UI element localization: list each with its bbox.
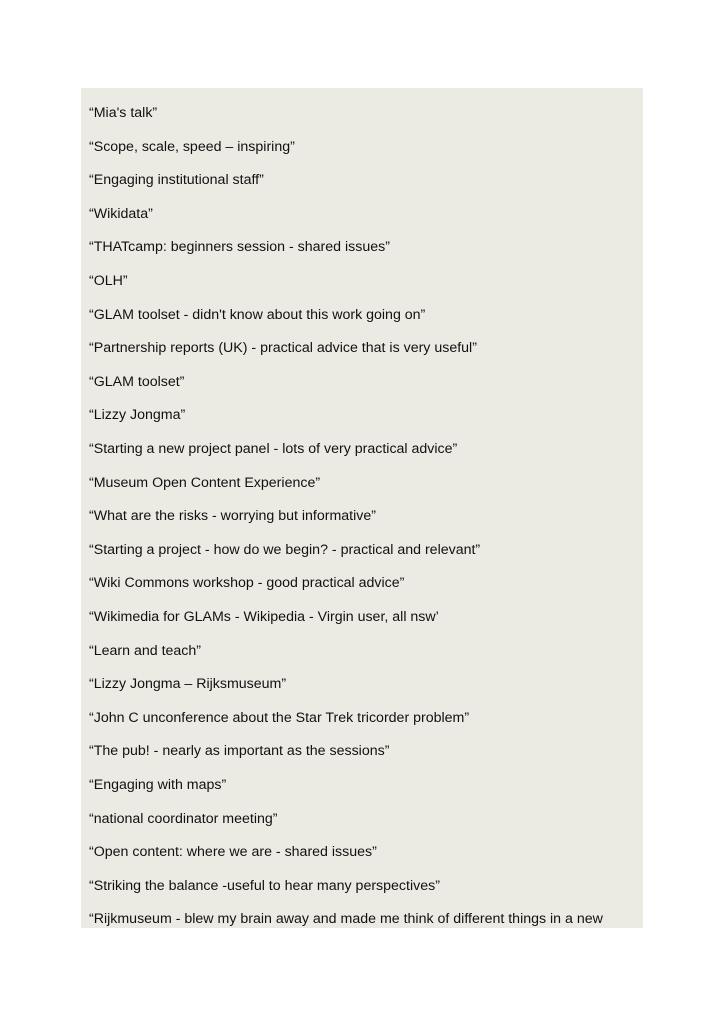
quote-item: “Engaging with maps” [89, 777, 227, 793]
quote-item: “Partnership reports (UK) - practical advice that is very useful” [89, 340, 477, 357]
quote-item: “Wiki Commons workshop - good practical advice” [89, 575, 405, 592]
quote-item: “The pub! - nearly as important as the sessions” [89, 743, 390, 760]
quote-item: “Engaging institutional staff” [89, 172, 264, 189]
quote-item: “Mia's talk” [89, 105, 158, 121]
feedback-quotes-panel [81, 88, 643, 928]
quote-item: “Starting a new project panel - lots of very practical advice” [89, 441, 458, 457]
quote-item: “Scope, scale, speed – inspiring” [89, 138, 295, 155]
quote-item: “Starting a project - how do we begin? - practical and relevant” [89, 541, 481, 558]
quote-item: “Lizzy Jongma” [89, 407, 186, 424]
quote-item: “THATcamp: beginners session - shared issues” [89, 239, 390, 256]
quote-item: “Rijkmuseum - blew my brain away and made me think of different things in a new [89, 911, 603, 928]
quote-item: “What are the risks - worrying but informative” [89, 508, 376, 525]
quote-item: “Striking the balance -useful to hear many perspectives” [89, 877, 440, 894]
quote-item: “Wikidata” [89, 205, 153, 222]
quote-item: “Learn and teach” [89, 642, 201, 659]
quote-item: “national coordinator meeting” [89, 810, 278, 827]
quote-item: “John C unconference about the Star Trek tricorder problem” [89, 709, 470, 726]
quote-item: “Museum Open Content Experience” [89, 474, 321, 491]
quote-item: “OLH” [89, 273, 128, 289]
quote-item: “GLAM toolset” [89, 373, 185, 390]
quote-item: “Lizzy Jongma – Rijksmuseum” [89, 676, 287, 693]
quote-item: “GLAM toolset - didn't know about this work going on” [89, 306, 426, 323]
quote-item: “Wikimedia for GLAMs - Wikipedia - Virgin user, all nsw’ [89, 609, 439, 625]
quote-item: “Open content: where we are - shared issues” [89, 844, 377, 861]
